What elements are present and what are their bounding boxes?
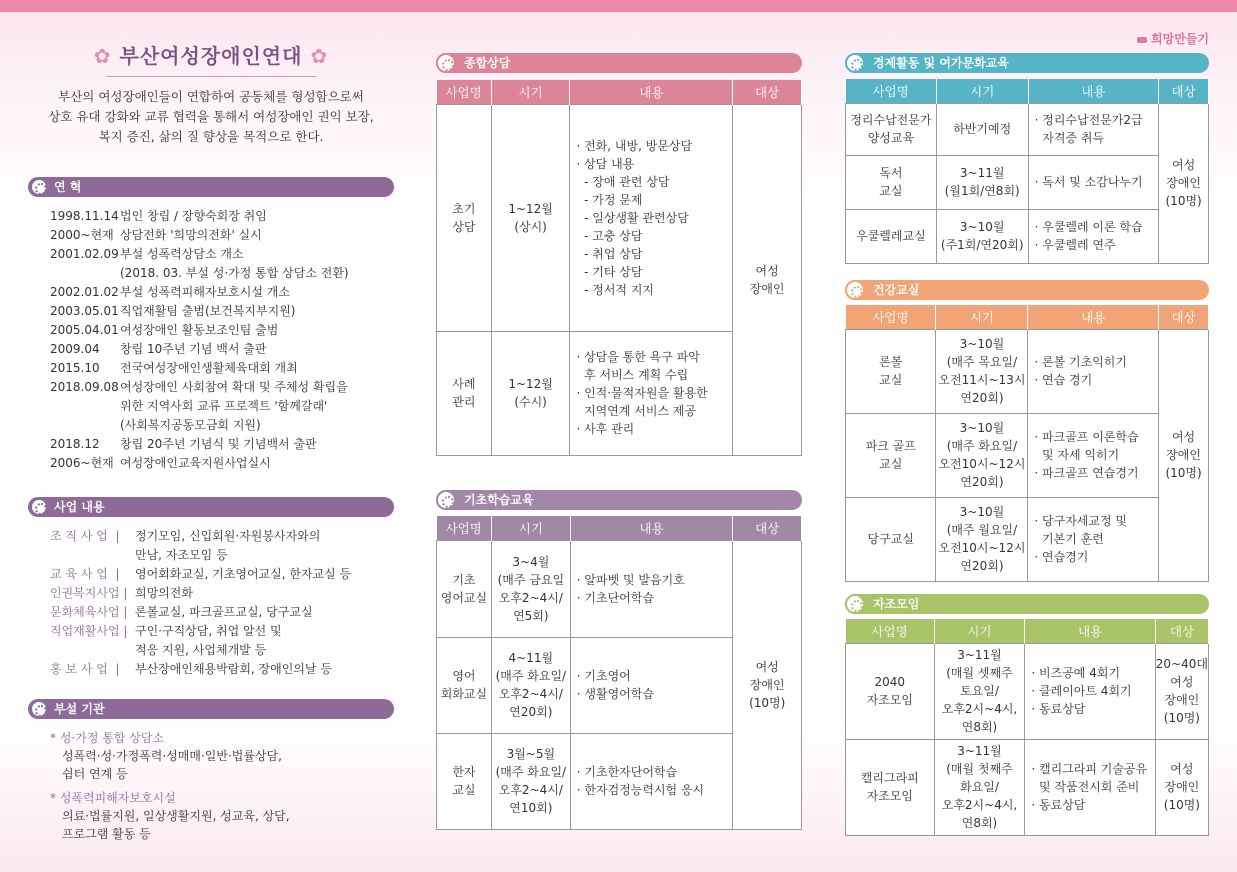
history-row <box>28 416 394 435</box>
program-name: 2040 자조모임 <box>846 643 935 739</box>
business-row <box>28 527 394 565</box>
business-row <box>28 660 394 679</box>
program-time: 3~11월 (매월 첫째주 화요일/ 오후2시~4시, 연8회) <box>934 739 1025 835</box>
col-header-target: 대상 <box>733 80 802 104</box>
program-time: 3~10월 (매주 목요일/ 오전11시~13시 연20회) <box>936 329 1028 413</box>
business-detail: 부산장애인채용박람회, 장애인의날 등 <box>135 662 332 676</box>
program-content: · 독서 및 소감나누기 <box>1028 155 1159 209</box>
history-date <box>28 397 120 416</box>
history-date: 2002.01.02 <box>50 285 119 299</box>
intro-line: 부산의 여성장애인들이 연합하여 공동체를 형성함으로써 <box>58 89 364 104</box>
facility-detail: 성폭력·성·가정폭력·성매매·일반·법률상담, 쉼터 연계 등 <box>62 749 282 781</box>
self-help-table <box>845 619 1209 836</box>
col-header-name: 사업명 <box>437 516 492 540</box>
program-name: 한자 교실 <box>437 733 492 829</box>
gear-icon <box>30 700 48 718</box>
program-content: · 기초한자단어학습 · 한자검정능력시험 응시 <box>570 733 733 829</box>
history-list <box>28 207 394 473</box>
history-row <box>28 397 394 416</box>
business-row <box>28 584 394 603</box>
col-header-target: 대상 <box>1159 79 1209 103</box>
brand-label <box>1137 30 1209 47</box>
business-detail: 영어회화교실, 기초영어교실, 한자교실 등 <box>135 567 352 581</box>
facility-list <box>28 729 394 843</box>
intro-text <box>28 87 394 147</box>
flower-icon: ✿ <box>93 44 112 68</box>
facility-detail: 의료·법률지원, 일상생활지원, 성교육, 상담, 프로그램 활동 등 <box>62 809 290 841</box>
program-target: 20~40대 여성 장애인 (10명) <box>1155 643 1208 739</box>
program-name: 파크 골프 교실 <box>846 413 936 497</box>
gear-icon <box>436 53 456 73</box>
program-name: 당구교실 <box>846 497 936 581</box>
history-text: 여성장애인교육지원사업실시 <box>120 456 271 470</box>
program-time: 3월~5월 (매주 화요일/ 오후2~4시/ 연10회) <box>491 733 570 829</box>
org-title-text: 부산여성장애인연대 <box>119 44 303 68</box>
history-date <box>28 264 120 283</box>
gear-icon <box>845 53 865 73</box>
col-header-target: 대상 <box>733 516 802 540</box>
history-text: 부설 성폭력피해자보호시설 개소 <box>120 285 290 299</box>
gear-icon <box>845 594 865 614</box>
program-target: 여성 장애인 (10명) <box>1155 739 1208 835</box>
col-header-target: 대상 <box>1155 619 1208 643</box>
history-date: 2009.04 <box>50 342 100 356</box>
business-category: 홍 보 사 업 | <box>50 662 120 676</box>
program-content: · 기초영어 · 생활영어학습 <box>570 637 733 733</box>
program-target: 여성 장애인 (10명) <box>733 540 802 829</box>
history-date: 1998.11.14 <box>50 209 119 223</box>
left-column <box>28 40 394 849</box>
history-row <box>28 359 394 378</box>
history-row <box>28 264 394 283</box>
program-content: · 우쿨렐레 이론 학습 · 우쿨렐레 연주 <box>1028 209 1159 263</box>
business-row <box>28 622 394 660</box>
business-row <box>28 565 394 584</box>
col-header-time: 시기 <box>491 80 570 104</box>
program-content: · 파크골프 이론학습 및 자세 익히기 · 파크골프 연습경기 <box>1028 413 1159 497</box>
top-color-bar <box>0 0 1237 12</box>
gear-icon <box>30 498 48 516</box>
title-divider <box>106 76 316 77</box>
history-row <box>28 454 394 473</box>
program-content: · 론볼 기초익히기 · 연습 경기 <box>1028 329 1159 413</box>
intro-line: 상호 유대 강화와 교류 협력을 통해서 여성장애인 권익 보장, <box>48 109 374 124</box>
col-header-content: 내용 <box>1028 79 1159 103</box>
business-list <box>28 527 394 679</box>
history-text: 법인 창립 / 장향숙회장 취임 <box>120 209 267 223</box>
org-title <box>28 40 394 72</box>
history-row <box>28 283 394 302</box>
col-header-time: 시기 <box>934 619 1025 643</box>
business-detail: 론볼교실, 파크골프교실, 당구교실 <box>135 605 313 619</box>
history-date: 2000~현재 <box>50 228 114 242</box>
col-header-time: 시기 <box>936 305 1028 329</box>
program-time: 3~4월 (매주 금요일 오후2~4시/ 연5회) <box>491 540 570 637</box>
program-name: 사례 관리 <box>437 331 492 455</box>
intro-line: 복지 증진, 삶의 질 향상을 목적으로 한다. <box>98 129 324 144</box>
history-text: 상담전화 '희망의전화' 실시 <box>120 228 262 242</box>
general-counsel-bar <box>436 53 802 73</box>
general-counsel-title: 종합상담 <box>464 56 511 70</box>
program-name: 기초 영어교실 <box>437 540 492 637</box>
business-category: 직업재활사업 | <box>50 624 128 638</box>
economy-leisure-title: 경제활동 및 여가문화교육 <box>873 56 1009 70</box>
gear-icon <box>30 178 48 196</box>
history-row <box>28 302 394 321</box>
business-section-bar <box>28 497 394 517</box>
self-help-title: 자조모임 <box>873 597 920 611</box>
history-row <box>28 226 394 245</box>
history-text: 전국여성장애인생활체육대회 개최 <box>120 361 298 375</box>
basic-learning-table <box>436 516 802 830</box>
col-header-target: 대상 <box>1159 305 1209 329</box>
history-text: (사회복지공동모금회 지원) <box>120 418 261 432</box>
history-date: 2018.09.08 <box>50 380 119 394</box>
program-name: 독서 교실 <box>846 155 937 209</box>
history-text: 창립 20주년 기념식 및 기념백서 출판 <box>120 437 317 451</box>
history-row <box>28 435 394 454</box>
program-target: 여성 장애인 (10명) <box>1159 329 1209 581</box>
col-header-content: 내용 <box>570 80 733 104</box>
col-header-name: 사업명 <box>437 80 492 104</box>
col-header-name: 사업명 <box>846 79 937 103</box>
history-text: 위한 지역사회 교류 프로젝트 '함께갈래' <box>120 399 328 413</box>
program-time: 3~10월 (주1회/연20회) <box>936 209 1028 263</box>
history-date: 2015.10 <box>50 361 100 375</box>
business-category: 문화체육사업 | <box>50 605 128 619</box>
business-row <box>28 603 394 622</box>
program-name: 캘리그라피 자조모임 <box>846 739 935 835</box>
facility-name: * 성·가정 통합 상담소 <box>50 731 164 745</box>
business-detail: 희망의전화 <box>135 586 193 600</box>
program-content: · 정리수납전문가2급 자격증 취득 <box>1028 103 1159 155</box>
program-time: 3~10월 (매주 월요일/ 오전10시~12시 연20회) <box>936 497 1028 581</box>
col-header-name: 사업명 <box>846 619 935 643</box>
program-content: · 당구자세교정 및 기본기 훈련 · 연습경기 <box>1028 497 1159 581</box>
program-name: 우쿨렐레교실 <box>846 209 937 263</box>
self-help-bar <box>845 594 1209 614</box>
program-time: 1~12월 (상시) <box>491 104 570 331</box>
program-target: 여성 장애인 (10명) <box>1159 103 1209 263</box>
history-text: 여성장애인 활동보조인팀 출범 <box>120 323 279 337</box>
flower-icon: ✿ <box>310 44 329 68</box>
program-target: 여성 장애인 <box>733 104 802 455</box>
col-header-name: 사업명 <box>846 305 936 329</box>
history-date <box>28 416 120 435</box>
history-text: 창립 10주년 기념 백서 출판 <box>120 342 267 356</box>
program-time: 하반기예정 <box>936 103 1028 155</box>
history-date: 2001.02.09 <box>50 247 119 261</box>
basic-learning-title: 기초학습교육 <box>464 493 534 507</box>
program-time: 3~10월 (매주 화요일/ 오전10시~12시 연20회) <box>936 413 1028 497</box>
history-text: 부설 성폭력상담소 개소 <box>120 247 244 261</box>
program-time: 1~12월 (수시) <box>491 331 570 455</box>
history-date: 2005.04.01 <box>50 323 119 337</box>
history-row <box>28 245 394 264</box>
program-content: · 캘리그라피 기술공유 및 작품전시회 준비 · 동료상담 <box>1025 739 1155 835</box>
program-content: · 상담을 통한 욕구 파악 후 서비스 계획 수립 · 인적·물적자원을 활용한 지역연계 서비스 제공 · 사후 관리 <box>570 331 733 455</box>
gear-icon <box>845 280 865 300</box>
facility-section-bar <box>28 699 394 719</box>
business-category: 인권복지사업 | <box>50 586 128 600</box>
history-date: 2018.12 <box>50 437 100 451</box>
history-section-bar <box>28 177 394 197</box>
business-detail: 구인·구직상담, 취업 알선 및 적응 지원, 사업체개발 등 <box>135 624 282 657</box>
col-header-content: 내용 <box>1025 619 1155 643</box>
brand-text: 희망만들기 <box>1151 32 1209 46</box>
history-row <box>28 207 394 226</box>
business-category: 조 직 사 업 | <box>50 529 120 543</box>
program-name: 초기 상담 <box>437 104 492 331</box>
general-counsel-table <box>436 80 802 456</box>
col-header-content: 내용 <box>1028 305 1159 329</box>
health-class-table <box>845 305 1209 582</box>
business-detail: 정기모임, 신입회원·자원봉사자와의 만남, 자조모임 등 <box>135 529 321 562</box>
program-content: · 비즈공예 4회기 · 클레이아트 4회기 · 동료상담 <box>1025 643 1155 739</box>
history-text: (2018. 03. 부설 성·가정 통합 상담소 전환) <box>120 266 349 280</box>
history-date: 2006~현재 <box>50 456 114 470</box>
facility-name: * 성폭력피해자보호시설 <box>50 791 176 805</box>
program-name: 정리수납전문가 양성교육 <box>846 103 937 155</box>
business-title: 사업 내용 <box>54 500 105 514</box>
col-header-time: 시기 <box>491 516 570 540</box>
health-class-bar <box>845 280 1209 300</box>
gear-icon <box>436 490 456 510</box>
economy-leisure-table <box>845 79 1209 264</box>
program-content: · 알파벳 및 발음기호 · 기초단어학습 <box>570 540 733 637</box>
program-time: 3~11월 (월1회/연8회) <box>936 155 1028 209</box>
history-title: 연 혁 <box>54 180 82 194</box>
history-date: 2003.05.01 <box>50 304 119 318</box>
col-header-time: 시기 <box>936 79 1028 103</box>
health-class-title: 건강교실 <box>873 283 920 297</box>
history-row <box>28 321 394 340</box>
history-row <box>28 340 394 359</box>
program-name: 영어 회화교실 <box>437 637 492 733</box>
program-time: 4~11월 (매주 화요일/ 오후2~4시/ 연20회) <box>491 637 570 733</box>
history-text: 직업재활팀 출범(보건복지부지원) <box>120 304 296 318</box>
history-row <box>28 378 394 397</box>
program-time: 3~11월 (매월 셋째주 토요일/ 오후2시~4시, 연8회) <box>934 643 1025 739</box>
economy-leisure-bar <box>845 53 1209 73</box>
program-content: · 전화, 내방, 방문상담 · 상담 내용 - 장애 관련 상담 - 가정 문제 - 일상생활 관련상담 - 고충 상담 - 취업 상담 - 기타 상담 - 정서적 지지 <box>570 104 733 331</box>
business-category: 교 육 사 업 | <box>50 567 120 581</box>
program-name: 론볼 교실 <box>846 329 936 413</box>
basic-learning-bar <box>436 490 802 510</box>
history-text: 여성장애인 사회참여 확대 및 주체성 확립을 <box>120 380 348 394</box>
facility-title: 부설 기관 <box>54 702 105 716</box>
col-header-content: 내용 <box>570 516 733 540</box>
brand-marker-icon <box>1137 37 1147 43</box>
